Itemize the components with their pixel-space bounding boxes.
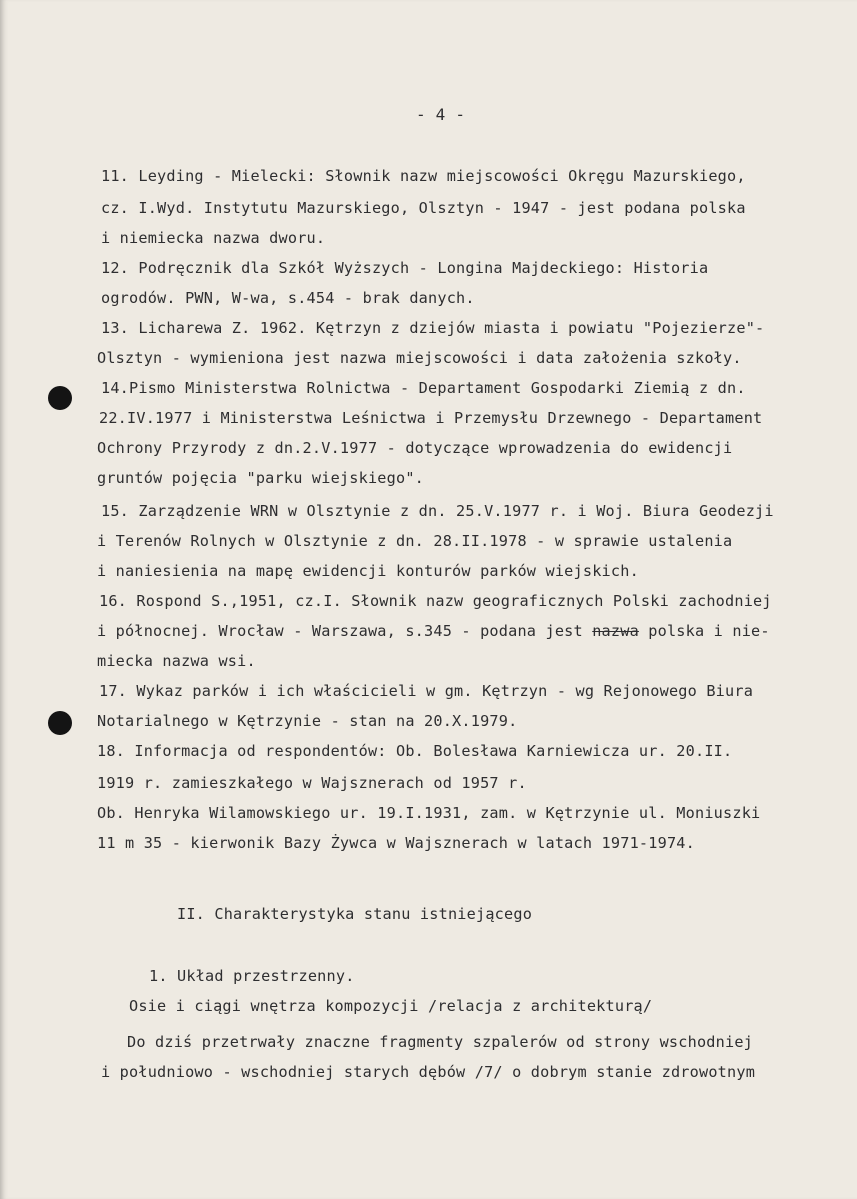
text-line: gruntów pojęcia "parku wiejskiego". (97, 469, 425, 487)
text-line: 18. Informacja od respondentów: Ob. Bolesława Karniewicza ur. 20.II. (97, 742, 733, 760)
text-line: 1919 r. zamieszkałego w Wajsznerach od 1957 r. (97, 774, 527, 792)
text-line: 11. Leyding - Mielecki: Słownik nazw miejscowości Okręgu Mazurskiego, (101, 167, 746, 185)
section-heading: II. Charakterystyka stanu istniejącego (177, 905, 533, 923)
text-line: 17. Wykaz parków i ich właścicieli w gm. Kętrzyn - wg Rejonowego Biura (99, 682, 754, 700)
subsection-title: 1. Układ przestrzenny. (149, 967, 355, 985)
text-line: 15. Zarządzenie WRN w Olsztynie z dn. 25.V.1977 r. i Woj. Biura Geodezji (101, 502, 774, 520)
text-line: cz. I.Wyd. Instytutu Mazurskiego, Olsztyn - 1947 - jest podana polska (101, 199, 746, 217)
text-line: miecka nazwa wsi. (97, 652, 256, 670)
text-line: Ob. Henryka Wilamowskiego ur. 19.I.1931, zam. w Kętrzynie ul. Moniuszki (97, 804, 761, 822)
punch-hole (48, 386, 72, 410)
text-line: 12. Podręcznik dla Szkół Wyższych - Longina Majdeckiego: Historia (101, 259, 709, 277)
text-fragment: i północnej. Wrocław - Warszawa, s.345 - podana jest (97, 622, 593, 640)
text-line: i Terenów Rolnych w Olsztynie z dn. 28.II.1978 - w sprawie ustalenia (97, 532, 733, 550)
text-line: Ochrony Przyrody z dn.2.V.1977 - dotyczące wprowadzenia do ewidencji (97, 439, 733, 457)
text-fragment: polska i nie- (638, 622, 770, 640)
text-line: Olsztyn - wymieniona jest nazwa miejscowości i data założenia szkoły. (97, 349, 742, 367)
text-line: Notarialnego w Kętrzynie - stan na 20.X.1979. (97, 712, 518, 730)
page-number: - 4 - (416, 105, 466, 124)
paragraph-line: i południowo - wschodniej starych dębów /7/ o dobrym stanie zdrowotnym (101, 1063, 756, 1081)
text-line: 11 m 35 - kierwonik Bazy Żywca w Wajsznerach w latach 1971-1974. (97, 834, 695, 852)
text-line (97, 622, 770, 640)
struck-word: nazwa (592, 622, 639, 640)
text-line: 14.Pismo Ministerstwa Rolnictwa - Departament Gospodarki Ziemią z dn. (101, 379, 746, 397)
text-line: ogrodów. PWN, W-wa, s.454 - brak danych. (101, 289, 475, 307)
text-line: i niemiecka nazwa dworu. (101, 229, 326, 247)
paragraph-line: Do dziś przetrwały znaczne fragmenty szpalerów od strony wschodniej (127, 1033, 754, 1051)
text-line: i naniesienia na mapę ewidencji konturów parków wiejskich. (97, 562, 639, 580)
text-line: 22.IV.1977 i Ministerstwa Leśnictwa i Przemysłu Drzewnego - Departament (99, 409, 763, 427)
punch-hole (48, 711, 72, 735)
text-line: 16. Rospond S.,1951, cz.I. Słownik nazw geograficznych Polski zachodniej (99, 592, 772, 610)
subheading: Osie i ciągi wnętrza kompozycji /relacja z architekturą/ (129, 997, 653, 1015)
text-line: 13. Licharewa Z. 1962. Kętrzyn z dziejów miasta i powiatu "Pojezierze"- (101, 319, 765, 337)
